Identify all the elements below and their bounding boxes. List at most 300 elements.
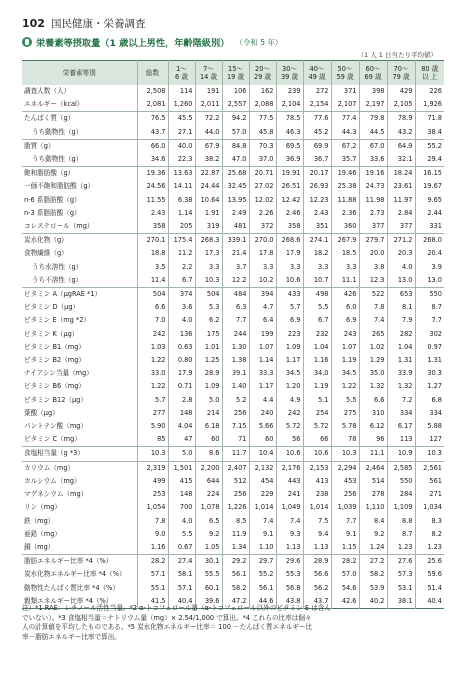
table-cell: 47.2 bbox=[222, 595, 249, 609]
table-cell: 71 bbox=[222, 433, 249, 447]
table-cell: 4.7 bbox=[249, 301, 276, 314]
table-row bbox=[22, 98, 444, 112]
table-cell: 18.24 bbox=[387, 167, 415, 181]
table-cell: 55.1 bbox=[137, 582, 168, 595]
table-cell: 1.04 bbox=[303, 341, 331, 354]
table-cell: 11.4 bbox=[137, 274, 168, 288]
table-cell: 6.8 bbox=[431, 395, 442, 404]
table-cell: 205 bbox=[168, 220, 195, 234]
table-cell: 34.6 bbox=[137, 153, 168, 167]
footnote-line: でいない）。*3 食塩相当量＝ナトリウム量（mg）× 2.54/1,000 で算出。*4 これらの比率は個々 bbox=[22, 613, 312, 622]
table-cell: 67.9 bbox=[195, 139, 222, 153]
table-cell: 69.9 bbox=[303, 139, 331, 153]
table-cell: 17.8 bbox=[249, 247, 276, 260]
table-cell: 2,557 bbox=[222, 98, 249, 112]
table-cell: 271 bbox=[429, 490, 442, 499]
table-body bbox=[22, 85, 444, 608]
table-cell: 16.15 bbox=[415, 167, 444, 181]
table-cell: 113 bbox=[387, 433, 415, 447]
table-cell: 6.9 bbox=[331, 314, 359, 327]
table-cell: 504 bbox=[195, 288, 222, 302]
page-header bbox=[22, 16, 145, 31]
table-cell: 32.45 bbox=[222, 180, 249, 193]
table-cell: 1,039 bbox=[331, 501, 359, 514]
table-cell: 9.65 bbox=[427, 195, 442, 204]
column-header-line: 60～ bbox=[365, 65, 381, 73]
table-cell: 2.49 bbox=[222, 207, 249, 220]
table-cell: 1.32 bbox=[387, 380, 415, 393]
table-row bbox=[22, 582, 444, 595]
bullet-icon bbox=[22, 37, 32, 47]
table-cell: 3.3 bbox=[303, 261, 331, 274]
row-label: 葉酸（μg） bbox=[22, 407, 137, 420]
column-header bbox=[168, 61, 195, 86]
table-cell: 56 bbox=[276, 433, 303, 447]
table-header-row bbox=[22, 61, 444, 86]
table-cell: 0.97 bbox=[427, 342, 442, 351]
table-cell: 199 bbox=[249, 328, 276, 341]
table-row bbox=[22, 475, 444, 488]
table-cell: 25.6 bbox=[415, 555, 444, 569]
unit-note: （1 人 1 日当たり平均値） bbox=[357, 51, 437, 59]
table-cell: 3.6 bbox=[168, 301, 195, 314]
table-cell: 1.38 bbox=[222, 354, 249, 367]
table-cell: 1.30 bbox=[222, 341, 249, 354]
table-cell: 5.78 bbox=[331, 420, 359, 433]
table-cell: 76.5 bbox=[137, 112, 168, 126]
table-cell: 28.9 bbox=[195, 367, 222, 380]
table-row bbox=[22, 407, 444, 420]
table-row bbox=[22, 354, 444, 367]
table-row bbox=[22, 220, 444, 234]
table-cell: 43.7 bbox=[137, 126, 168, 140]
row-label: 食物繊維（g） bbox=[22, 247, 137, 260]
table-cell: 28.9 bbox=[303, 555, 331, 569]
table-row bbox=[22, 301, 444, 314]
table-cell: 394 bbox=[249, 288, 276, 302]
table-cell: 12.23 bbox=[303, 194, 331, 207]
table-cell: 34.5 bbox=[276, 367, 303, 380]
table-cell: 12.02 bbox=[249, 194, 276, 207]
table-cell: 7.7 bbox=[431, 316, 442, 325]
table-cell: 10.3 bbox=[415, 447, 444, 461]
table-cell: 40.4 bbox=[168, 595, 195, 609]
table-cell: 69.5 bbox=[276, 139, 303, 153]
table-cell: 499 bbox=[137, 475, 168, 488]
table-cell: 334 bbox=[429, 408, 442, 417]
table-cell: 45.2 bbox=[303, 126, 331, 140]
table-cell: 2,464 bbox=[359, 461, 387, 475]
table-cell: 1.27 bbox=[427, 382, 442, 391]
table-cell: 1.40 bbox=[222, 380, 249, 393]
table-row bbox=[22, 194, 444, 207]
table-cell: 20.17 bbox=[303, 167, 331, 181]
table-cell: 2,319 bbox=[137, 461, 168, 475]
table-cell: 10.7 bbox=[303, 274, 331, 288]
table-cell: 358 bbox=[137, 220, 168, 234]
table-cell: 43.7 bbox=[303, 595, 331, 609]
table-cell: 4.0 bbox=[168, 515, 195, 528]
footnote-line: 人の計算値を平均したものである。*5 炭水化物エネルギー比率＝ 100 －たんぱく質エネルギー比 bbox=[22, 623, 313, 632]
table-cell: 339.1 bbox=[222, 234, 249, 248]
table-cell: 426 bbox=[331, 288, 359, 302]
table-cell: 1.01 bbox=[195, 341, 222, 354]
table-cell: 19.91 bbox=[276, 167, 303, 181]
table-cell: 1,926 bbox=[423, 100, 442, 109]
row-label: うち動物性（g） bbox=[22, 153, 137, 167]
table-cell: 24.44 bbox=[195, 180, 222, 193]
table-cell: 351 bbox=[303, 220, 331, 234]
row-label: n-3 系脂肪酸（g） bbox=[22, 207, 137, 220]
table-cell: 282 bbox=[387, 328, 415, 341]
table-cell: 106 bbox=[222, 85, 249, 98]
table-cell: 148 bbox=[168, 488, 195, 501]
table-cell: 3.5 bbox=[137, 261, 168, 274]
table-cell: 2.43 bbox=[137, 207, 168, 220]
column-header-line: 20～ bbox=[255, 65, 270, 73]
table-cell: 37.0 bbox=[249, 153, 276, 167]
table-cell: 5.90 bbox=[137, 420, 168, 433]
table-cell: 1,054 bbox=[137, 501, 168, 514]
table-cell: 27.1 bbox=[168, 126, 195, 140]
table-cell: 3.8 bbox=[359, 261, 387, 274]
table-cell: 39.1 bbox=[222, 367, 249, 380]
table-cell: 2.2 bbox=[168, 261, 195, 274]
table-cell: 5.5 bbox=[303, 301, 331, 314]
table-cell: 7.2 bbox=[387, 394, 415, 407]
table-cell: 6.12 bbox=[359, 420, 387, 433]
table-row bbox=[22, 447, 444, 461]
table-cell: 8.1 bbox=[387, 301, 415, 314]
table-cell: 7.5 bbox=[303, 515, 331, 528]
column-header-line: 15～ bbox=[228, 65, 243, 73]
row-label: ビタミン C（mg） bbox=[22, 433, 137, 447]
table-cell: 10.3 bbox=[195, 274, 222, 288]
table-cell: 27.02 bbox=[249, 180, 276, 193]
table-cell: 2.46 bbox=[276, 207, 303, 220]
table-cell: 371 bbox=[331, 85, 359, 98]
table-cell: 6.3 bbox=[222, 301, 249, 314]
table-cell: 8.2 bbox=[431, 529, 442, 538]
table-cell: 40.0 bbox=[168, 139, 195, 153]
table-cell: 12.2 bbox=[222, 274, 249, 288]
table-row bbox=[22, 461, 444, 475]
row-label: ビタミン B2（mg） bbox=[22, 354, 137, 367]
section-title: 国民健康・栄養調査 bbox=[50, 18, 146, 30]
table-cell: 40.4 bbox=[427, 596, 442, 605]
table-cell: 29.6 bbox=[276, 555, 303, 569]
table-cell: 9.4 bbox=[303, 528, 331, 541]
table-title-year: （令和 5 年） bbox=[235, 37, 283, 47]
column-header-line: 49 歳 bbox=[308, 73, 326, 81]
column-header-line: 14 歳 bbox=[199, 73, 218, 81]
table-cell: 5.2 bbox=[222, 394, 249, 407]
table-cell: 20.71 bbox=[249, 167, 276, 181]
table-cell: 57.3 bbox=[387, 568, 415, 581]
table-cell: 700 bbox=[168, 501, 195, 514]
table-row bbox=[22, 153, 444, 167]
table-cell: 3.3 bbox=[195, 261, 222, 274]
table-cell: 60 bbox=[249, 433, 276, 447]
table-cell: 2,011 bbox=[195, 98, 222, 112]
table-cell: 47 bbox=[168, 433, 195, 447]
table-cell: 175.4 bbox=[168, 234, 195, 248]
table-row bbox=[22, 261, 444, 274]
table-cell: 191 bbox=[195, 85, 222, 98]
table-cell: 1.91 bbox=[195, 207, 222, 220]
table-cell: 5.5 bbox=[168, 528, 195, 541]
table-cell: 240 bbox=[249, 407, 276, 420]
table-cell: 20.0 bbox=[359, 247, 387, 260]
table-cell: 4.9 bbox=[276, 394, 303, 407]
table-cell: 77.5 bbox=[249, 112, 276, 126]
row-label: パントテン酸（mg） bbox=[22, 420, 137, 433]
table-cell: 5.1 bbox=[303, 394, 331, 407]
table-cell: 6.0 bbox=[331, 301, 359, 314]
table-cell: 7.7 bbox=[222, 314, 249, 327]
table-row bbox=[22, 528, 444, 541]
table-cell: 223 bbox=[276, 328, 303, 341]
column-header bbox=[303, 61, 331, 86]
table-cell: 24.73 bbox=[359, 180, 387, 193]
table-cell: 8.7 bbox=[431, 303, 442, 312]
row-label: ビタミン E（mg *2） bbox=[22, 314, 137, 327]
row-label: うち水溶性（g） bbox=[22, 261, 137, 274]
table-cell: 7.15 bbox=[222, 420, 249, 433]
table-cell: 6.6 bbox=[137, 301, 168, 314]
page-number: 102 bbox=[22, 17, 45, 30]
footnote-line: 率－脂肪エネルギー比率で算出。 bbox=[22, 632, 121, 641]
table-cell: 57.1 bbox=[137, 568, 168, 581]
table-cell: 11.2 bbox=[168, 247, 195, 260]
table-cell: 44.5 bbox=[359, 126, 387, 140]
table-cell: 498 bbox=[303, 288, 331, 302]
column-header bbox=[331, 61, 359, 86]
table-cell: 481 bbox=[222, 220, 249, 234]
table-cell: 1.31 bbox=[427, 356, 442, 365]
table-cell: 17.9 bbox=[276, 247, 303, 260]
table-cell: 550 bbox=[415, 288, 444, 302]
table-row bbox=[22, 433, 444, 447]
table-cell: 514 bbox=[359, 475, 387, 488]
table-cell: 243 bbox=[331, 328, 359, 341]
table-cell: 239 bbox=[276, 85, 303, 98]
footnotes bbox=[22, 604, 442, 642]
table-cell: 1.25 bbox=[195, 354, 222, 367]
table-row bbox=[22, 139, 444, 153]
table-cell: 29.7 bbox=[249, 555, 276, 569]
table-cell: 24.56 bbox=[137, 180, 168, 193]
table-cell: 2,132 bbox=[249, 461, 276, 475]
table-cell: 7.8 bbox=[137, 515, 168, 528]
table-cell: 2.43 bbox=[303, 207, 331, 220]
table-cell: 9.1 bbox=[249, 528, 276, 541]
table-cell: 272 bbox=[303, 85, 331, 98]
table-cell: 28.2 bbox=[137, 555, 168, 569]
table-cell: 244 bbox=[222, 328, 249, 341]
column-header bbox=[415, 61, 444, 86]
table-cell: 242 bbox=[276, 407, 303, 420]
table-cell: 21.4 bbox=[222, 247, 249, 260]
row-label: ビタミン A（μgRAE *1） bbox=[22, 288, 137, 302]
table-cell: 6.7 bbox=[168, 274, 195, 288]
column-header-line: 69 歳 bbox=[364, 73, 382, 81]
table-cell: 5.72 bbox=[276, 420, 303, 433]
table-cell: 241 bbox=[276, 488, 303, 501]
row-label: 脂肪エネルギー比率 *4（%） bbox=[22, 555, 137, 569]
table-cell: 8.8 bbox=[387, 515, 415, 528]
table-row bbox=[22, 380, 444, 393]
row-label: カリウム（mg） bbox=[22, 461, 137, 475]
table-cell: 53.9 bbox=[359, 582, 387, 595]
table-cell: 1.23 bbox=[387, 541, 415, 555]
table-cell: 55.2 bbox=[249, 568, 276, 581]
table-cell: 148 bbox=[168, 407, 195, 420]
table-cell: 653 bbox=[387, 288, 415, 302]
table-cell: 1.07 bbox=[249, 341, 276, 354]
table-cell: 2,197 bbox=[359, 98, 387, 112]
table-cell: 1.32 bbox=[359, 380, 387, 393]
table-cell: 5.0 bbox=[195, 394, 222, 407]
table-cell: 6.5 bbox=[195, 515, 222, 528]
table-cell: 2,154 bbox=[303, 98, 331, 112]
table-cell: 10.9 bbox=[387, 447, 415, 461]
table-cell: 29.4 bbox=[427, 155, 442, 164]
table-cell: 29.2 bbox=[222, 555, 249, 569]
row-label: 鉄（mg） bbox=[22, 515, 137, 528]
table-cell: 41.5 bbox=[137, 595, 168, 609]
table-cell: 54.6 bbox=[331, 582, 359, 595]
table-cell: 0.71 bbox=[168, 380, 195, 393]
table-cell: 10.3 bbox=[137, 447, 168, 461]
row-label: n-6 系脂肪酸（g） bbox=[22, 194, 137, 207]
table-cell: 4.4 bbox=[249, 394, 276, 407]
table-cell: 484 bbox=[222, 288, 249, 302]
table-cell: 4.0 bbox=[168, 314, 195, 327]
table-cell: 1,014 bbox=[249, 501, 276, 514]
table-cell: 372 bbox=[249, 220, 276, 234]
table-cell: 34.5 bbox=[331, 367, 359, 380]
footnote-line: 注）*1 RAE：レチノール活性当量。*2 α-トコフェロール量（α-トコフェロール以外のビタミン E は含ん bbox=[22, 604, 331, 612]
table-cell: 57.0 bbox=[222, 126, 249, 140]
table-cell: 3.3 bbox=[276, 261, 303, 274]
table-cell: 1.31 bbox=[387, 354, 415, 367]
table-cell: 1.29 bbox=[359, 354, 387, 367]
table-cell: 1,034 bbox=[423, 503, 442, 512]
table-cell: 40.2 bbox=[359, 595, 387, 609]
column-header bbox=[137, 61, 168, 86]
table-title: 栄養素等摂取量（1 歳以上男性，年齢階級別） bbox=[36, 38, 230, 49]
table-cell: 7.8 bbox=[359, 301, 387, 314]
row-label: 炭水化物（g） bbox=[22, 234, 137, 248]
table-cell: 226 bbox=[429, 87, 442, 95]
table-cell: 6.6 bbox=[359, 394, 387, 407]
table-cell: 55.5 bbox=[195, 568, 222, 581]
table-row bbox=[22, 501, 444, 514]
table-cell: 79.8 bbox=[359, 112, 387, 126]
table-row bbox=[22, 328, 444, 341]
table-cell: 11.88 bbox=[331, 194, 359, 207]
table-cell: 2,585 bbox=[387, 461, 415, 475]
table-cell: 11.97 bbox=[387, 194, 415, 207]
table-cell: 1.20 bbox=[276, 380, 303, 393]
table-cell: 429 bbox=[387, 85, 415, 98]
table-cell: 47.0 bbox=[222, 153, 249, 167]
table-cell: 71.8 bbox=[415, 112, 444, 126]
table-cell: 1.22 bbox=[137, 354, 168, 367]
table-cell: 415 bbox=[168, 475, 195, 488]
table-cell: 19.46 bbox=[331, 167, 359, 181]
table-cell: 2,508 bbox=[137, 85, 168, 98]
table-cell: 1.16 bbox=[137, 541, 168, 555]
table-cell: 66 bbox=[303, 433, 331, 447]
table-cell: 2,081 bbox=[137, 98, 168, 112]
table-cell: 331 bbox=[429, 222, 442, 231]
table-cell: 1.19 bbox=[303, 380, 331, 393]
table-cell: 265 bbox=[359, 328, 387, 341]
table-cell: 78.9 bbox=[387, 112, 415, 126]
table-cell: 284 bbox=[387, 488, 415, 501]
table-cell: 232 bbox=[303, 328, 331, 341]
table-cell: 5.7 bbox=[276, 301, 303, 314]
table-cell: 1.13 bbox=[303, 541, 331, 555]
table-cell: 512 bbox=[222, 475, 249, 488]
table-cell: 2,153 bbox=[303, 461, 331, 475]
table-cell: 2.73 bbox=[359, 207, 387, 220]
table-cell: 267.9 bbox=[331, 234, 359, 248]
table-cell: 1.14 bbox=[168, 207, 195, 220]
table-cell: 78.5 bbox=[276, 112, 303, 126]
table-cell: 58.1 bbox=[168, 568, 195, 581]
table-cell: 19.67 bbox=[423, 182, 442, 191]
table-cell: 270.0 bbox=[249, 234, 276, 248]
table-row bbox=[22, 394, 444, 407]
table-cell: 53.1 bbox=[387, 582, 415, 595]
table-cell: 56.1 bbox=[249, 582, 276, 595]
table-cell: 1,260 bbox=[168, 98, 195, 112]
table-cell: 454 bbox=[249, 475, 276, 488]
table-cell: 1.24 bbox=[359, 541, 387, 555]
table-cell: 3.9 bbox=[431, 262, 442, 271]
table-cell: 12.3 bbox=[359, 274, 387, 288]
table-cell: 377 bbox=[387, 220, 415, 234]
table-cell: 550 bbox=[387, 475, 415, 488]
table-cell: 127 bbox=[429, 435, 442, 444]
column-header-line: 7～ bbox=[203, 65, 214, 73]
column-header-line: 50～ bbox=[337, 65, 353, 73]
table-cell: 35.0 bbox=[359, 367, 387, 380]
table-cell: 43.8 bbox=[276, 595, 303, 609]
table-cell: 1,014 bbox=[303, 501, 331, 514]
table-cell: 9.0 bbox=[137, 528, 168, 541]
table-cell: 443 bbox=[276, 475, 303, 488]
table-row bbox=[22, 541, 444, 555]
table-cell: 5.7 bbox=[137, 394, 168, 407]
row-label: うち不溶性（g） bbox=[22, 274, 137, 288]
table-cell: 10.6 bbox=[276, 447, 303, 461]
row-label: 動物性たんぱく質比率 *4（%） bbox=[22, 582, 137, 595]
table-cell: 7.9 bbox=[387, 314, 415, 327]
row-label: ビタミン D（μg） bbox=[22, 301, 137, 314]
table-cell: 1,049 bbox=[276, 501, 303, 514]
table-cell: 51.4 bbox=[427, 583, 442, 592]
row-label: ビタミン B12（μg） bbox=[22, 394, 137, 407]
row-label: 飽和脂肪酸（g） bbox=[22, 167, 137, 181]
table-cell: 256 bbox=[331, 488, 359, 501]
table-cell: 268.6 bbox=[276, 234, 303, 248]
table-cell: 38.1 bbox=[387, 595, 415, 609]
column-header-label: 栄養素等別 bbox=[22, 61, 137, 86]
